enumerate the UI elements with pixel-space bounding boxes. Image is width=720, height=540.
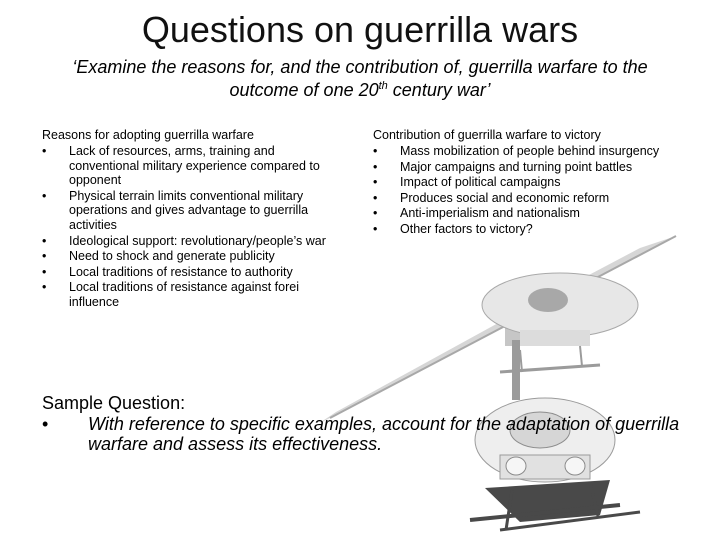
reasons-column bbox=[42, 128, 342, 310]
essay-prompt-superscript: th bbox=[378, 80, 388, 92]
contribution-heading: Contribution of guerrilla warfare to victory bbox=[373, 128, 601, 142]
list-item bbox=[373, 191, 673, 206]
list-item bbox=[42, 144, 327, 188]
contribution-column bbox=[373, 128, 673, 237]
bullet-icon: • bbox=[42, 233, 47, 248]
bullet-icon: • bbox=[373, 190, 378, 205]
sample-question-heading: Sample Question: bbox=[42, 393, 186, 413]
essay-prompt bbox=[50, 56, 670, 102]
list-item-text: Anti-imperialism and nationalism bbox=[400, 206, 580, 221]
list-item bbox=[42, 189, 327, 233]
bullet-icon: • bbox=[373, 221, 378, 236]
list-item-text: Major campaigns and turning point battles bbox=[400, 159, 633, 174]
sample-question-text: With reference to specific examples, account for the adaptation of guerrilla warfare and assess its effectiveness. bbox=[88, 414, 680, 454]
bullet-icon: • bbox=[42, 280, 47, 295]
bullet-icon: • bbox=[42, 144, 47, 158]
list-item-text: Physical terrain limits conventional military operations and gives advantage to guerrilla activities bbox=[69, 188, 309, 232]
bullet-icon: • bbox=[373, 159, 378, 174]
sample-question-item bbox=[42, 414, 682, 454]
list-item bbox=[373, 206, 673, 221]
list-item bbox=[42, 265, 327, 280]
list-item bbox=[373, 160, 673, 175]
contribution-list bbox=[373, 144, 673, 237]
bullet-icon: • bbox=[42, 188, 47, 203]
list-item-text: Other factors to victory? bbox=[400, 221, 533, 236]
list-item-text: Produces social and economic reform bbox=[400, 190, 610, 205]
list-item-text: Lack of resources, arms, training and conventional military experience compared to opponent bbox=[69, 144, 320, 188]
reasons-list bbox=[42, 144, 342, 310]
essay-prompt-text-end: century war’ bbox=[387, 80, 491, 100]
bullet-icon: • bbox=[42, 264, 47, 279]
list-item bbox=[42, 280, 327, 309]
bullet-icon: • bbox=[373, 206, 378, 221]
list-item bbox=[373, 175, 673, 190]
list-item-text: Local traditions of resistance to authority bbox=[69, 264, 293, 279]
list-item-text: Impact of political campaigns bbox=[400, 175, 561, 190]
list-item bbox=[42, 234, 327, 249]
page-title: Questions on guerrilla wars bbox=[141, 9, 579, 50]
bullet-icon: • bbox=[373, 175, 378, 190]
bullet-icon: • bbox=[373, 144, 378, 158]
sample-question bbox=[42, 393, 682, 454]
list-item-text: Local traditions of resistance against forei influence bbox=[69, 280, 299, 309]
list-item bbox=[373, 144, 673, 159]
bullet-icon: • bbox=[42, 414, 49, 434]
reasons-heading: Reasons for adopting guerrilla warfare bbox=[42, 128, 254, 142]
list-item-text: Mass mobilization of people behind insurgency bbox=[400, 144, 660, 158]
list-item bbox=[373, 222, 673, 237]
list-item-text: Need to shock and generate publicity bbox=[69, 249, 275, 264]
bullet-icon: • bbox=[42, 249, 47, 264]
list-item bbox=[42, 249, 327, 264]
list-item-text: Ideological support: revolutionary/people’s war bbox=[69, 233, 326, 248]
essay-prompt-text: ‘Examine the reasons for, and the contribution of, guerrilla warfare to the outcome of one 20 bbox=[72, 57, 648, 100]
